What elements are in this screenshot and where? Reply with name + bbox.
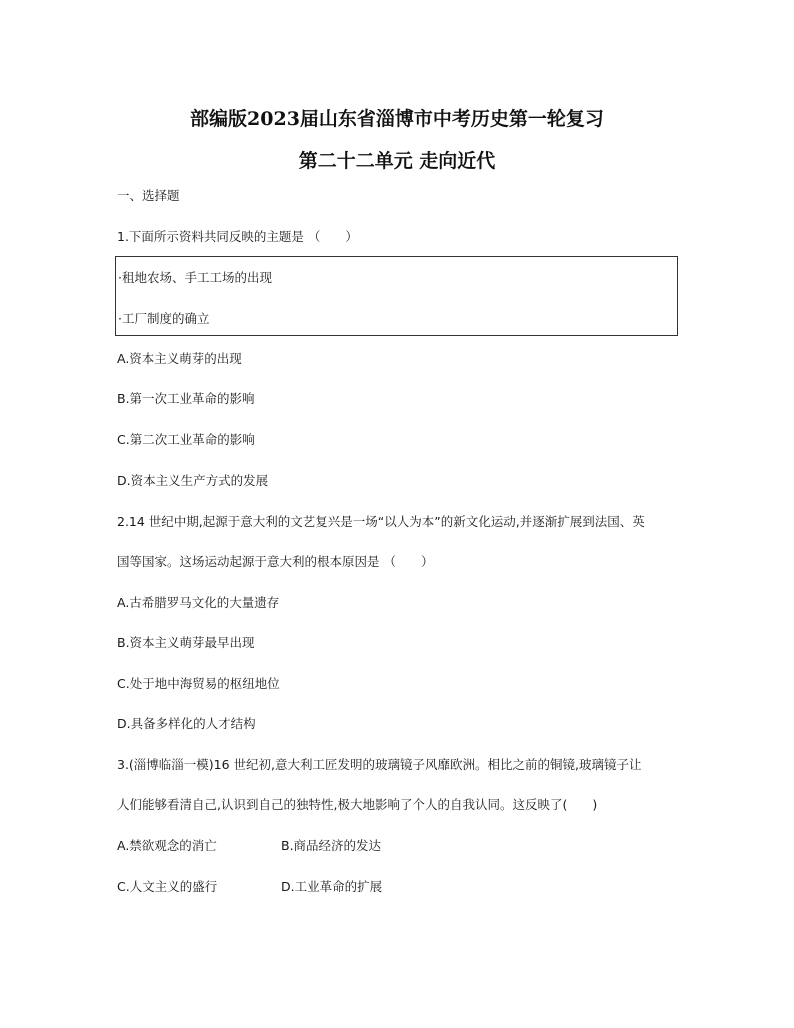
question-3-stem-line-1: 3.(淄博临淄一模)16 世纪初,意大利工匠发明的玻璃镜子风靡欧洲。相比之前的铜镜,玻璃镜子让 <box>117 757 642 772</box>
question-2-option-a: A.古希腊罗马文化的大量遗存 <box>117 595 280 610</box>
material-item: ·工厂制度的确立 <box>118 311 210 326</box>
question-3-option-b: B.商品经济的发达 <box>281 838 382 853</box>
question-3-option-d: D.工业革命的扩展 <box>281 879 383 894</box>
question-2-option-d: D.具备多样化的人才结构 <box>117 716 256 731</box>
question-1-option-b: B.第一次工业革命的影响 <box>117 391 255 406</box>
question-2-stem-line-2: 国等国家。这场运动起源于意大利的根本原因是 （ ） <box>117 554 434 569</box>
question-2-option-c: C.处于地中海贸易的枢纽地位 <box>117 676 280 691</box>
question-2-option-b: B.资本主义萌芽最早出现 <box>117 635 255 650</box>
question-3-option-c: C.人文主义的盛行 <box>117 879 218 894</box>
question-1-option-d: D.资本主义生产方式的发展 <box>117 473 269 488</box>
question-3-option-a: A.禁欲观念的消亡 <box>117 838 217 853</box>
section-heading: 一、选择题 <box>117 188 180 203</box>
material-item: ·租地农场、手工工场的出现 <box>118 270 272 285</box>
question-2-stem-line-1: 2.14 世纪中期,起源于意大利的文艺复兴是一场“以人为本”的新文化运动,并逐渐扩展到法国、英 <box>117 514 645 529</box>
question-3-stem-line-2: 人们能够看清自己,认识到自己的独特性,极大地影响了个人的自我认同。这反映了( ) <box>117 797 598 812</box>
question-1-option-c: C.第二次工业革命的影响 <box>117 432 255 447</box>
question-1-material-box <box>115 256 678 336</box>
unit-subtitle: 第二十二单元 走向近代 <box>298 150 496 172</box>
document-title: 部编版2023届山东省淄博市中考历史第一轮复习 <box>190 108 604 130</box>
question-1-option-a: A.资本主义萌芽的出现 <box>117 351 242 366</box>
question-1-stem: 1.下面所示资料共同反映的主题是 （ ） <box>117 229 358 244</box>
